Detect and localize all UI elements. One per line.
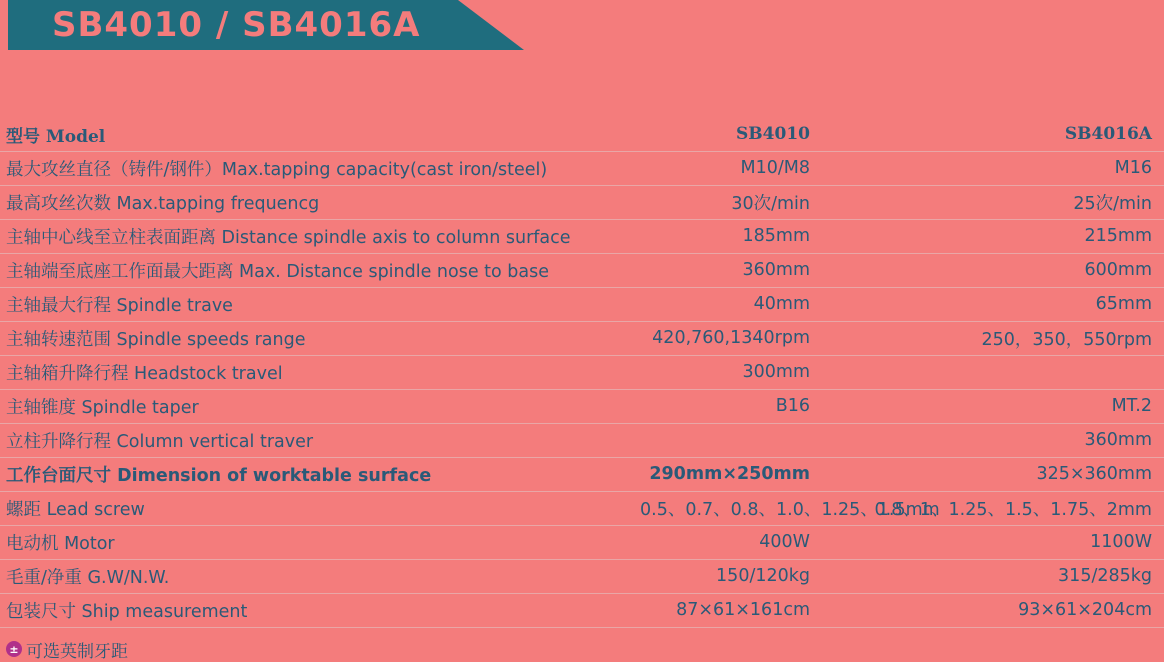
header-model-b: SB4016A	[810, 118, 1164, 151]
row-value-b: 65mm	[810, 287, 1164, 321]
row-value-a: 30次/min	[640, 185, 810, 219]
row-label: 最大攻丝直径（铸件/钢件）Max.tapping capacity(cast iron/steel)	[0, 151, 640, 185]
page-title: SB4010 / SB4016A	[52, 5, 421, 45]
row-value-b: 93×61×204cm	[810, 593, 1164, 627]
row-value-b: 250，350，550rpm	[810, 321, 1164, 355]
header-label: 型号 Model	[0, 118, 640, 151]
row-value-a: 360mm	[640, 253, 810, 287]
row-value-a: 185mm	[640, 219, 810, 253]
table-row	[0, 491, 1164, 525]
row-value-b: 360mm	[810, 423, 1164, 457]
row-label: 包装尺寸 Ship measurement	[0, 593, 640, 627]
row-value-b: 1100W	[810, 525, 1164, 559]
row-label: 主轴端至底座工作面最大距离 Max. Distance spindle nose to base	[0, 253, 640, 287]
table-row	[0, 559, 1164, 593]
table-header-row	[0, 118, 1164, 151]
row-value-a: 290mm×250mm	[640, 457, 810, 491]
row-label: 主轴锥度 Spindle taper	[0, 389, 640, 423]
row-value-a: M10/M8	[640, 151, 810, 185]
spec-table	[0, 118, 1164, 628]
row-value-b: 25次/min	[810, 185, 1164, 219]
table-row	[0, 151, 1164, 185]
footnote-text: 可选英制牙距	[26, 641, 128, 662]
row-value-a: 420,760,1340rpm	[640, 321, 810, 355]
row-value-a: 150/120kg	[640, 559, 810, 593]
header-model-a: SB4010	[640, 118, 810, 151]
row-label: 电动机 Motor	[0, 525, 640, 559]
footnote	[6, 638, 128, 660]
row-value-b: 600mm	[810, 253, 1164, 287]
row-label: 主轴中心线至立柱表面距离 Distance spindle axis to column surface	[0, 219, 640, 253]
row-label: 主轴最大行程 Spindle trave	[0, 287, 640, 321]
row-label: 立柱升降行程 Column vertical traver	[0, 423, 640, 457]
row-value-a: B16	[640, 389, 810, 423]
row-value-b: MT.2	[810, 389, 1164, 423]
row-label: 最高攻丝次数 Max.tapping frequencg	[0, 185, 640, 219]
row-label: 螺距 Lead screw	[0, 491, 640, 525]
row-value-a: 400W	[640, 525, 810, 559]
row-value-b	[810, 355, 1164, 389]
table-row	[0, 355, 1164, 389]
table-row	[0, 525, 1164, 559]
table-row	[0, 185, 1164, 219]
table-row	[0, 389, 1164, 423]
table-row	[0, 253, 1164, 287]
row-label: 主轴转速范围 Spindle speeds range	[0, 321, 640, 355]
row-value-b: 215mm	[810, 219, 1164, 253]
table-row	[0, 457, 1164, 491]
row-value-b: 0.8、1、1.25、1.5、1.75、2mm	[810, 491, 1164, 525]
optional-mark-icon: ±	[6, 641, 22, 657]
row-value-b: 325×360mm	[810, 457, 1164, 491]
table-row	[0, 423, 1164, 457]
row-label: 主轴箱升降行程 Headstock travel	[0, 355, 640, 389]
row-label: 工作台面尺寸 Dimension of worktable surface	[0, 457, 640, 491]
row-value-a: 300mm	[640, 355, 810, 389]
table-row	[0, 593, 1164, 627]
row-value-a: 40mm	[640, 287, 810, 321]
row-value-a: 0.5、0.7、0.8、1.0、1.25、1.5mm	[640, 491, 810, 525]
row-value-b: 315/285kg	[810, 559, 1164, 593]
row-value-a: 87×61×161cm	[640, 593, 810, 627]
row-value-a	[640, 423, 810, 457]
table-row	[0, 219, 1164, 253]
row-value-b: M16	[810, 151, 1164, 185]
row-label: 毛重/净重 G.W/N.W.	[0, 559, 640, 593]
table-row	[0, 321, 1164, 355]
table-row	[0, 287, 1164, 321]
